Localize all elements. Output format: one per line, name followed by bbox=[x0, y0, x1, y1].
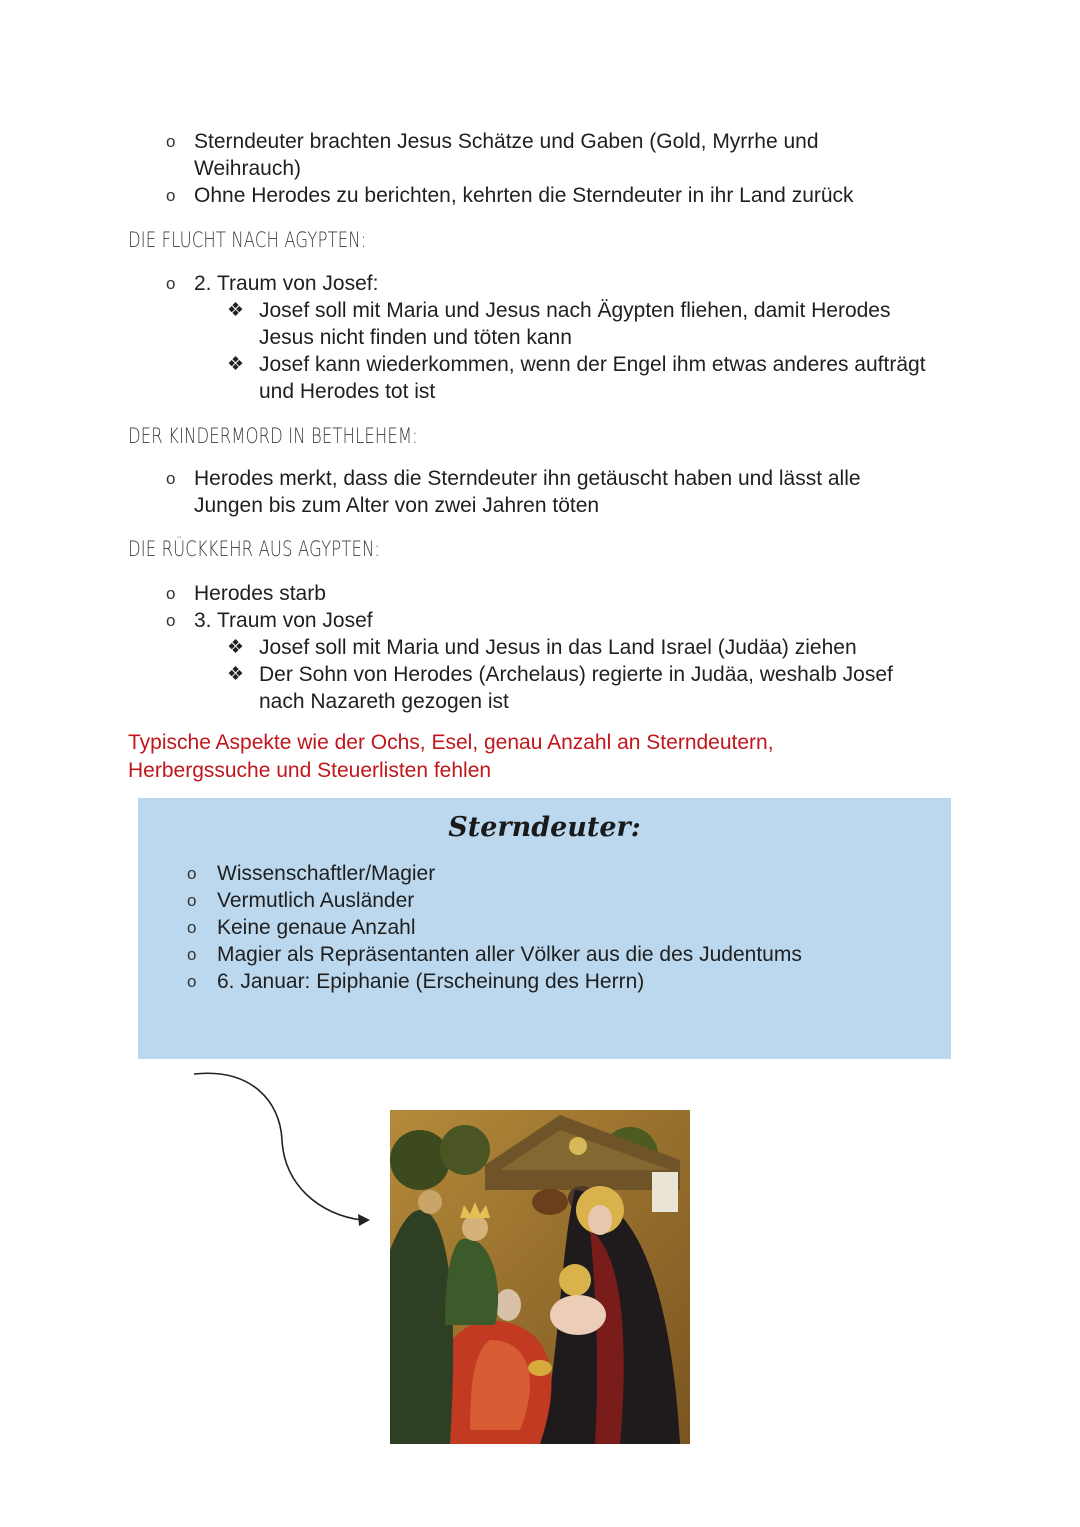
circle-bullet-icon: o bbox=[166, 584, 176, 603]
diamond-bullet-icon: ❖ bbox=[227, 637, 245, 658]
list-item-line: nach Nazareth gezogen ist bbox=[259, 690, 509, 713]
list-item-line: Sterndeuter brachten Jesus Schätze und Gaben (Gold, Myrrhe und bbox=[194, 130, 819, 153]
list-item bbox=[187, 941, 917, 968]
sub-list-item bbox=[227, 634, 979, 661]
circle-bullet-icon: o bbox=[166, 274, 176, 293]
circle-bullet-icon: o bbox=[166, 611, 176, 630]
list-item-text: Wissenschaftler/Magier bbox=[217, 862, 436, 885]
missing-aspects-note bbox=[128, 729, 888, 785]
diamond-bullet-icon: ❖ bbox=[227, 300, 245, 321]
circle-bullet-icon: o bbox=[166, 469, 176, 488]
sub-list-item bbox=[227, 661, 979, 715]
list-item bbox=[187, 860, 436, 887]
list-item bbox=[166, 128, 954, 182]
section-heading-rueckkehr: DIE RÜCKKEHR AUS AGYPTEN: bbox=[128, 537, 381, 561]
list-item bbox=[187, 887, 415, 914]
circle-bullet-icon: o bbox=[187, 918, 197, 937]
list-item-text: 3. Traum von Josef bbox=[194, 609, 373, 632]
list-item-line: Ohne Herodes zu berichten, kehrten die Sterndeuter in ihr Land zurück bbox=[194, 184, 854, 207]
list-item bbox=[166, 465, 954, 519]
nativity-painting bbox=[390, 1110, 690, 1444]
circle-bullet-icon: o bbox=[187, 891, 197, 910]
sterndeuter-info-box bbox=[138, 798, 951, 1059]
circle-bullet-icon: o bbox=[166, 132, 176, 151]
list-item bbox=[166, 182, 974, 209]
note-line: Herbergssuche und Steuerlisten fehlen bbox=[128, 759, 492, 782]
list-item bbox=[187, 968, 917, 995]
sub-list-item bbox=[227, 351, 979, 405]
curved-arrow-icon bbox=[180, 1060, 380, 1240]
list-item-text: Herodes starb bbox=[194, 582, 326, 605]
list-item-line: Josef soll mit Maria und Jesus nach Ägypten fliehen, damit Herodes bbox=[259, 299, 891, 322]
list-item bbox=[187, 914, 416, 941]
list-item-line: Josef kann wiederkommen, wenn der Engel ihm etwas anderes aufträgt bbox=[259, 353, 926, 376]
list-item-line: Jesus nicht finden und töten kann bbox=[259, 326, 572, 349]
list-item-line: Jungen bis zum Alter von zwei Jahren töten bbox=[194, 494, 600, 517]
list-item-line: Josef soll mit Maria und Jesus in das Land Israel (Judäa) ziehen bbox=[259, 636, 857, 659]
list-item-line: Weihrauch) bbox=[194, 157, 301, 180]
list-item-line: Herodes merkt, dass die Sterndeuter ihn getäuscht haben und lässt alle bbox=[194, 467, 861, 490]
list-item-text: Keine genaue Anzahl bbox=[217, 916, 416, 939]
diamond-bullet-icon: ❖ bbox=[227, 354, 245, 375]
box-title: Sterndeuter: bbox=[448, 812, 641, 843]
list-item-line: Der Sohn von Herodes (Archelaus) regierte in Judäa, weshalb Josef bbox=[259, 663, 893, 686]
list-item bbox=[166, 580, 326, 607]
list-item-text: Magier als Repräsentanten aller Völker aus die des Judentums bbox=[217, 943, 802, 966]
diamond-bullet-icon: ❖ bbox=[227, 664, 245, 685]
sub-list-item bbox=[227, 297, 979, 351]
list-item-text: 2. Traum von Josef: bbox=[194, 272, 379, 295]
section-heading-kindermord: DER KINDERMORD IN BETHLEHEM: bbox=[128, 424, 418, 448]
note-line: Typische Aspekte wie der Ochs, Esel, genau Anzahl an Sterndeutern, bbox=[128, 731, 774, 754]
list-item-text: Vermutlich Ausländer bbox=[217, 889, 415, 912]
circle-bullet-icon: o bbox=[166, 186, 176, 205]
list-item-line: und Herodes tot ist bbox=[259, 380, 436, 403]
circle-bullet-icon: o bbox=[187, 972, 197, 991]
circle-bullet-icon: o bbox=[187, 945, 197, 964]
list-item-text: 6. Januar: Epiphanie (Erscheinung des Herrn) bbox=[217, 970, 645, 993]
circle-bullet-icon: o bbox=[187, 864, 197, 883]
section-heading-flucht: DIE FLUCHT NACH AGYPTEN: bbox=[128, 228, 367, 252]
list-item bbox=[166, 607, 373, 634]
list-item bbox=[166, 270, 379, 297]
